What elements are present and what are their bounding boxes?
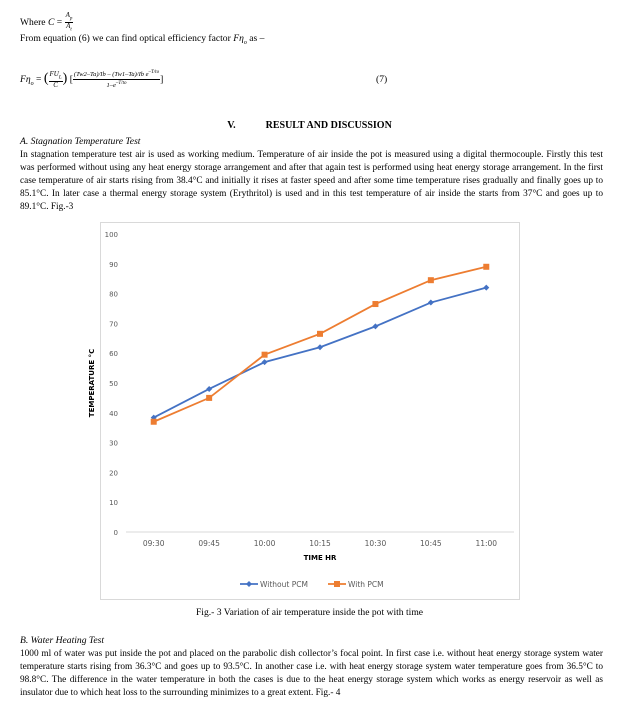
equation-7	[20, 62, 163, 96]
y-tick-label: 10	[109, 499, 118, 508]
eq-main-fraction	[73, 69, 160, 90]
eq-paren-close: )	[62, 71, 68, 86]
where-line	[20, 12, 73, 34]
data-point	[262, 352, 268, 358]
stagnation-paragraph: In stagnation temperature test air is used as working medium. Temperature of air inside the pot is measured using a digital thermocouple. Firstly this test was performed without using any heat energy storage arrangement and after that again test is performed using heat energy storage arrangement. In the first case temperature of air starts rising from 38.4°C and initially it rises at faster speed and after some time temperature rises gradually and finally goes up to 85.1°C. In later case a thermal energy storage system (Erythritol) is used and in this test temperature of air inside the starts from 37°C and goes up to 89.1°C. Fig.-3	[20, 150, 603, 213]
x-tick-label: 09:45	[198, 539, 220, 548]
eq-lhs: Fη	[20, 74, 31, 85]
legend-label: Without PCM	[260, 580, 308, 589]
figure-caption: Fig.- 3 Variation of air temperature inside the pot with time	[195, 607, 424, 618]
equation-number: (7)	[376, 74, 388, 85]
x-tick-label: 10:45	[420, 539, 442, 548]
data-point	[428, 277, 434, 283]
frac-den-sub: t	[70, 27, 72, 33]
from-eq-sub: o	[243, 39, 247, 46]
y-axis-title: TEMPERATURE °C	[88, 348, 96, 418]
frac-num: A	[65, 11, 70, 19]
eq-c: C	[53, 80, 58, 89]
eq-term1: (Tw2–Ta)/Ib – (Tw1–Ta)/Ib e	[73, 71, 149, 79]
chart-svg	[88, 222, 520, 600]
legend-label: With PCM	[348, 580, 384, 589]
eq-fu: FU	[49, 69, 59, 78]
y-tick-label: 70	[109, 320, 118, 329]
section-number: V.	[227, 120, 236, 131]
data-point	[372, 301, 378, 307]
where-prefix: Where	[20, 17, 48, 29]
from-eq-text: From equation (6) we can find optical efficiency factor	[20, 33, 234, 44]
water-paragraph: 1000 ml of water was put inside the pot and placed on the parabolic dish collector’s focal point. In first case i.e. without heat energy storage system water temperature starts rising from 36.3°C and goes up to 93.5°C. In another case i.e. with heat energy storage system water temperature goes from 36.5°C to 98.8°C. The difference in the water temperature in both the cases is due to the heat energy storage system which works as energy reservoir as well as insulator due to which heat loss to the surrounding minimizes to a great extent. Fig.- 4	[20, 649, 603, 699]
section-title: RESULT AND DISCUSSION	[265, 120, 392, 131]
x-tick-label: 11:00	[475, 539, 498, 548]
eq-fu-sub: L	[58, 74, 62, 80]
temperature-chart	[88, 222, 520, 600]
x-tick-label: 09:30	[142, 539, 165, 548]
eq-bracket-open: [	[69, 74, 73, 85]
eq-equals: =	[33, 74, 44, 85]
water-heading: B. Water Heating Test	[20, 635, 105, 646]
data-point	[206, 395, 212, 401]
x-axis-title: TIME HR	[303, 554, 337, 562]
from-eq-suffix: as –	[246, 33, 265, 44]
where-c: C	[47, 17, 55, 29]
legend-marker	[334, 581, 340, 587]
eq-fu-over-c	[49, 71, 63, 89]
y-tick-label: 20	[109, 469, 118, 478]
eq-lhs-sub: o	[30, 80, 34, 87]
ap-over-at-fraction	[65, 12, 74, 34]
x-tick-label: 10:00	[253, 539, 276, 548]
y-tick-label: 50	[109, 380, 118, 388]
eq-bracket-close: ]	[160, 74, 164, 85]
y-tick-label: 80	[109, 290, 118, 299]
eq-term1-exp: –T/to	[148, 70, 160, 76]
data-point	[317, 331, 323, 337]
y-tick-label: 90	[109, 260, 118, 269]
from-equation-line	[20, 32, 264, 50]
where-eq: =	[54, 17, 65, 29]
eq-denominator: 1–e	[106, 82, 116, 90]
y-tick-label: 40	[109, 409, 118, 418]
data-point	[151, 419, 157, 425]
x-tick-label: 10:30	[364, 539, 387, 548]
frac-num-sub: p	[69, 16, 73, 22]
eq-paren: (	[43, 71, 49, 86]
frac-den: A	[66, 22, 71, 31]
section-heading	[0, 120, 619, 131]
x-tick-label: 10:15	[309, 539, 331, 548]
from-eq-symbol: Fη	[233, 33, 244, 44]
y-tick-label: 100	[104, 231, 118, 239]
y-tick-label: 30	[109, 439, 118, 448]
data-point	[483, 264, 489, 270]
stagnation-heading: A. Stagnation Temperature Test	[20, 136, 141, 147]
y-tick-label: 60	[109, 350, 118, 359]
eq-den-exp: –T/to	[115, 81, 127, 87]
y-tick-label: 0	[113, 529, 118, 537]
